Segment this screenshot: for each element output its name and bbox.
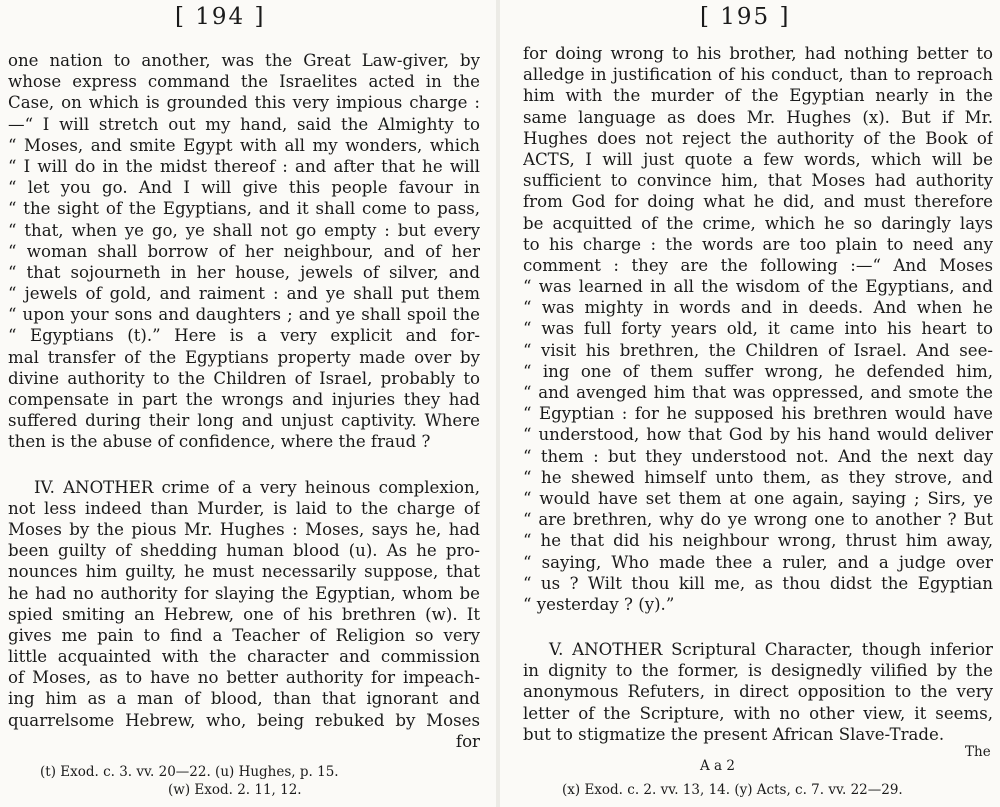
text-line: —“ I will stretch out my hand, said the Almighty to [8,114,480,134]
text-line: “ he shewed himself unto them, as they strove, and [523,467,993,487]
text-line: “ ing one of them suffer wrong, he defended him, [523,361,993,381]
section-v-heading-line: V. ANOTHER Scriptural Character, though inferior [549,640,993,660]
text-line: letter of the Scripture, with no other view, it seems, [523,703,993,723]
text-line: “ would have set them at one again, saying ; Sirs, ye [523,488,993,508]
text-line: divine authority to the Children of Israel, probably to [8,368,480,388]
text-line: whose express command the Israelites acted in the [8,72,480,92]
text-line: “ are brethren, why do ye wrong one to another ? But [523,510,993,530]
text-line: “ I will do in the midst thereof : and after that he will [8,156,480,176]
text-line: for doing wrong to his brother, had nothing better to [523,44,993,63]
text-line: “ was mighty in words and in deeds. And when he [523,298,993,318]
text-line: “ he that did his neighbour wrong, thrust him away, [523,531,993,551]
text-line: little acquainted with the character and commission [8,647,480,667]
text-line: him with the murder of the Egyptian nearly in the [523,86,993,106]
page-number-195: [ 195 ] [700,4,791,30]
footnote-line: (x) Exod. c. 2. vv. 13, 14. (y) Acts, c. 7. vv. 22—29. [562,782,903,798]
text-line: Hughes does not reject the authority of the Book of [523,128,993,148]
text-line: “ them : but they understood not. And the next day [523,446,993,466]
text-line: quarrelsome Hebrew, who, being rebuked by Moses [8,710,480,730]
text-line: “ Egyptians (t).” Here is a very explicit and for- [8,326,480,346]
page-number-194: [ 194 ] [175,4,266,30]
text-line: suffered during their long and unjust captivity. Where [8,411,480,431]
text-line: ACTS, I will just quote a few words, which will be [523,149,993,169]
catchword: The [965,744,991,760]
text-line: “ us ? Wilt thou kill me, as thou didst the Egyptian [523,573,993,593]
paragraph-gap [523,615,993,639]
text-line: “ understood, how that God by his hand would deliver [523,425,993,445]
text-line: Moses by the pious Mr. Hughes : Moses, says he, had [8,519,480,539]
text-line: “ Moses, and smite Egypt with all my wonders, which [8,135,480,155]
text-line: anonymous Refuters, in direct opposition to the very [523,682,993,702]
text-line: “ was full forty years old, it came into his heart to [523,319,993,339]
text-line: be acquitted of the crime, which he so daringly lays [523,213,993,233]
text-line: not less indeed than Murder, is laid to the charge of [8,498,480,518]
text-line: mal transfer of the Egyptians property made over by [8,347,480,367]
text-line: one nation to another, was the Great Law-giver, by [8,51,480,70]
text-line: “ yesterday ? (y).” [523,594,675,614]
text-line: of Moses, as to have no better authority for impeach- [8,668,480,688]
text-line: but to stigmatize the present African Slave-Trade. [523,724,945,744]
text-line: “ saying, Who made thee a ruler, and a judge over [523,552,993,572]
text-line: “ that sojourneth in her house, jewels of silver, and [8,262,480,282]
text-line: compensate in part the wrongs and injuries they had [8,390,480,409]
text-line: spied smiting an Hebrew, one of his brethren (w). It [8,604,480,624]
text-line: “ jewels of gold, and raiment : and ye shall put them [8,284,480,304]
signature-mark: A a 2 [700,758,735,774]
text-line: in dignity to the former, is designedly vilified by the [523,661,993,681]
text-line: to his charge : the words are too plain to need any [523,234,993,254]
text-line: “ Egyptian : for he supposed his brethren would have [523,404,993,424]
text-line: sufficient to convince him, that Moses had authority [523,171,993,191]
left-page-text [8,50,480,752]
text-line: “ and avenged him that was oppressed, and smote the [523,383,993,402]
text-line: “ upon your sons and daughters ; and ye shall spoil the [8,305,480,325]
text-line: Case, on which is grounded this very impious charge : [8,93,480,113]
text-line: comment : they are the following :—“ And Moses [523,255,993,275]
left-page [0,0,496,807]
paragraph-gap [8,453,480,477]
text-line: “ was learned in all the wisdom of the Egyptians, and [523,277,993,297]
right-page [500,0,1000,807]
text-line: “ visit his brethren, the Children of Israel. And see- [523,340,993,360]
text-line: for [455,731,480,751]
text-line: he had no authority for slaying the Egyptian, whom be [8,583,480,603]
text-line: “ woman shall borrow of her neighbour, and of her [8,241,480,261]
text-line: alledge in justification of his conduct, than to reproach [523,65,993,85]
right-page-text [523,43,993,745]
text-line: “ that, when ye go, ye shall not go empty : but every [8,220,480,240]
footnote-line-2: (w) Exod. 2. 11, 12. [168,782,302,798]
section-iv-heading-line: IV. ANOTHER crime of a very heinous complexion, [34,477,480,497]
text-line: “ let you go. And I will give this people favour in [8,178,480,198]
text-line: nounces him guilty, he must necessarily suppose, that [8,562,480,582]
text-line: “ the sight of the Egyptians, and it shall come to pass, [8,199,480,219]
text-line: gives me pain to find a Teacher of Religion so very [8,625,480,645]
footnote-line-1: (t) Exod. c. 3. vv. 20—22. (u) Hughes, p. 15. [40,764,339,780]
text-line: then is the abuse of confidence, where the fraud ? [8,432,431,452]
text-line: ing him as a man of blood, than that ignorant and [8,689,480,709]
text-line: same language as does Mr. Hughes (x). But if Mr. [523,107,993,127]
text-line: from God for doing what he did, and must therefore [523,192,993,212]
text-line: been guilty of shedding human blood (u). As he pro- [8,541,480,561]
